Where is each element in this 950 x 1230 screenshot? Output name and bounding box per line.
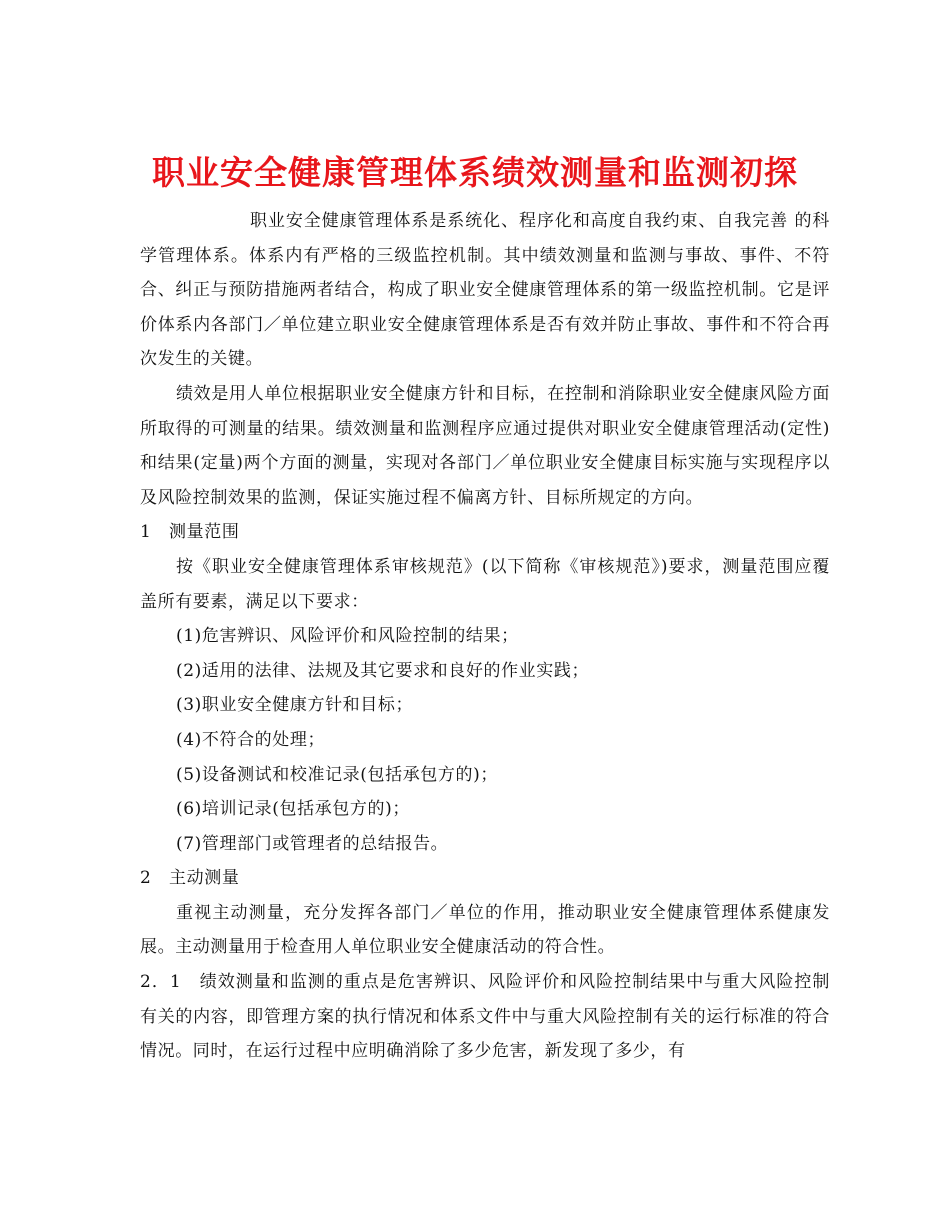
- list-item: (5)设备测试和校准记录(包括承包方的)；: [176, 764, 498, 785]
- document-body: [140, 204, 830, 1069]
- section-2-paragraph: 重视主动测量，充分发挥各部门／单位的作用，推动职业安全健康管理体系健康发展。主动测量用于检查用人单位职业安全健康活动的符合性。: [140, 902, 830, 958]
- list-item: (4)不符合的处理；: [176, 729, 326, 750]
- intro-paragraph: 职业安全健康管理体系是系统化、程序化和高度自我约束、自我完善 的科学管理体系。体系内有严格的三级监控机制。其中绩效测量和监测与事故、事件、不符合、纠正与预防措施两者结合，构成了职业安全健康管理体系的第一级监控机制。它是评价体系内各部门／单位建立职业安全健康管理体系是否有效并防止事故、事件和不符合再次发生的关键。: [140, 211, 830, 370]
- list-item: (6)培训记录(包括承包方的)；: [176, 799, 410, 820]
- section-1-heading: 1 测量范围: [140, 522, 240, 543]
- list-item: (1)危害辨识、风险评价和风险控制的结果；: [176, 626, 519, 647]
- list-item: (2)适用的法律、法规及其它要求和良好的作业实践；: [176, 660, 590, 681]
- performance-paragraph: 绩效是用人单位根据职业安全健康方针和目标，在控制和消除职业安全健康风险方面所取得的可测量的结果。绩效测量和监测程序应通过提供对职业安全健康管理活动(定性)和结果(定量)两个方面的测量，实现对各部门／单位职业安全健康目标实施与实现程序以及风险控制效果的监测，保证实施过程不偏离方针、目标所规定的方向。: [140, 383, 830, 508]
- document-title: 职业安全健康管理体系绩效测量和监测初探: [152, 153, 798, 193]
- section-2-heading: 2 主动测量: [140, 868, 240, 889]
- section-1-paragraph: 按《职业安全健康管理体系审核规范》(以下简称《审核规范》)要求，测量范围应覆盖所有要素，满足以下要求：: [140, 556, 830, 612]
- list-item: (7)管理部门或管理者的总结报告。: [176, 833, 449, 854]
- list-item: (3)职业安全健康方针和目标；: [176, 695, 414, 716]
- section-2-1-paragraph: 2．1 绩效测量和监测的重点是危害辨识、风险评价和风险控制结果中与重大风险控制有关的内容，即管理方案的执行情况和体系文件中与重大风险控制有关的运行标准的符合情况。同时，在运行过程中应明确消除了多少危害，新发现了多少，有: [140, 972, 830, 1062]
